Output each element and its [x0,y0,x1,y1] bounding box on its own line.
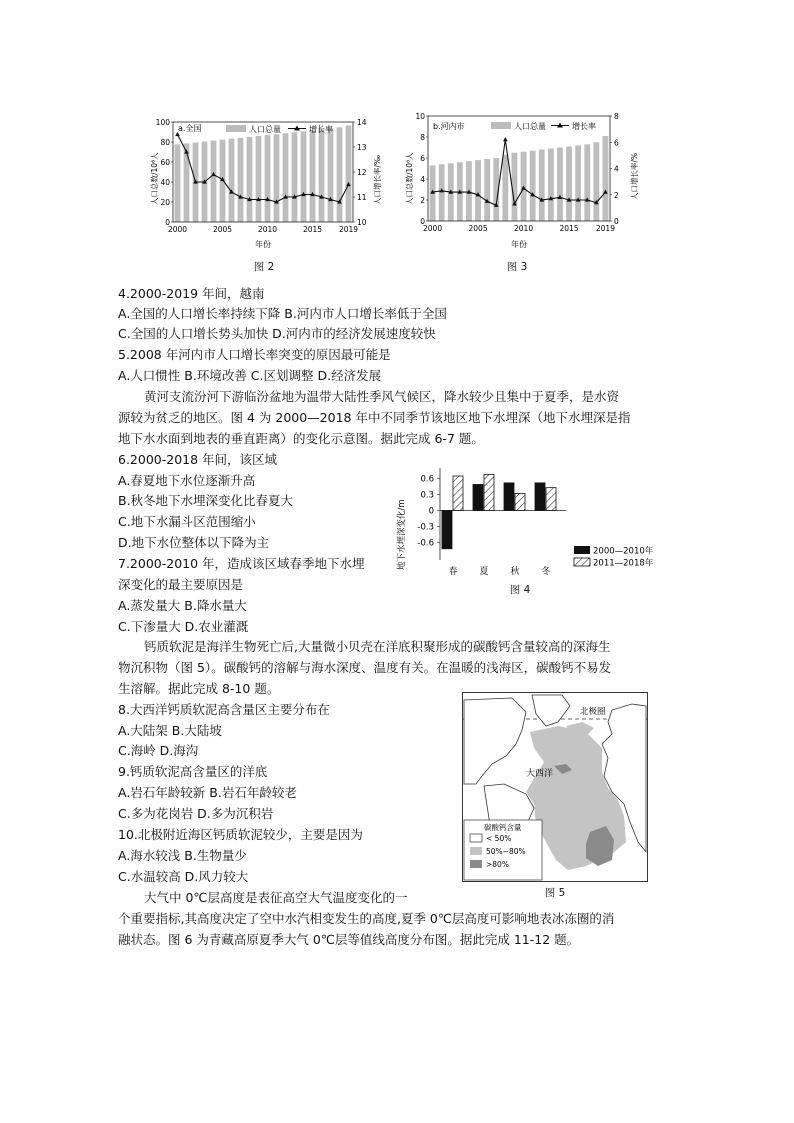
population-bar [184,143,190,222]
x-tick-label: 2019 [595,224,615,233]
legend-swatch-2000-2010 [574,546,590,554]
q5-stem: 5.2008 年河内市人口增长率突变的原因最可能是 [118,347,391,362]
y-tick-label: -0.3 [417,522,434,533]
passage-2-line-3: 地下水水面到地表的垂直距离）的变化示意图。据此完成 6-7 题。 [118,431,484,446]
y-tick-label: 0.6 [420,474,434,485]
panel-label: a.全国 [178,124,202,133]
passage-2-line-1: 黄河支流汾河下游临汾盆地为温带大陆性季风气候区，降水较少且集中于夏季，是水资 [144,389,620,404]
population-bar [593,142,599,221]
population-bar [337,127,343,222]
q7-stem-line-2: 深变化的最主要原因是 [118,577,244,592]
x-tick-label: 2005 [468,224,488,233]
q10-options-cd: C.水温较高 D.风力较大 [118,869,249,884]
legend-bar-swatch [491,122,511,129]
depth-change-bar [535,483,545,511]
population-bar [274,134,280,222]
q10-stem: 10.北极附近海区钙质软泥较少，主要是因为 [118,827,363,842]
population-bar [175,144,181,222]
legend-label-low: < 50% [486,834,512,843]
y-axis-label-right: 人口增长率/‰ [373,154,382,205]
population-bar [566,146,572,221]
q6-option-a: A.春夏地下水位逐渐升高 [118,473,256,488]
population-bar [557,148,563,222]
population-bar [319,129,325,222]
y-axis-label-right: 人口增长率/% [630,152,639,200]
y-axis-label: 地下水埋深变化/m [397,499,407,570]
arctic-circle-label: 北极圈 [580,707,606,717]
season-labels [448,565,550,577]
q7-options-cd: C.下渗量大 D.农业灌溉 [118,619,249,634]
q4-stem: 4.2000-2019 年间，越南 [118,286,265,301]
depth-change-bar [442,511,452,549]
season-label: 冬 [541,567,551,577]
q10-options-ab: A.海水较浅 B.生物量少 [118,848,247,863]
x-tick-label: 2010 [257,225,278,234]
population-chart-hanoi [403,105,643,250]
population-bar [211,141,217,222]
q6-option-d: D.地下水位整体以下降为主 [118,535,270,550]
population-bar [603,136,609,221]
right-tick-label: 6 [614,138,619,148]
groundwater-depth-chart [388,462,673,582]
population-bar [539,150,545,221]
passage-4-line-3: 融状态。图 6 为青藏高原夏季大气 0℃层等值线高度分布图。据此完成 11-12 题。 [118,932,580,947]
depth-change-bar [473,484,483,510]
q7-stem-line-1: 7.2000-2010 年，造成该区域春季地下水埋 [118,556,365,571]
depth-change-bars [442,474,556,548]
population-bar [548,149,554,221]
population-bar [584,144,590,221]
passage-3-line-2: 物沉积物（图 5）。碳酸钙的溶解与海水深度、温度有关。在温暖的浅海区，碳酸钙不易发 [118,660,612,675]
x-tick-label: 2019 [338,225,359,234]
left-tick-label: 0 [420,217,425,226]
legend-swatch-low [470,834,482,842]
left-tick-label: 0 [165,218,170,227]
figure-2-caption: 图 2 [253,261,275,273]
y-axis-label-left: 人口总数/10⁶人 [150,152,159,205]
depth-change-bar [515,494,525,511]
population-bar [301,131,307,222]
x-tick-label: 2005 [212,225,233,234]
left-tick-label: 100 [155,118,170,127]
q9-stem: 9.钙质软泥高含量区的洋底 [118,764,268,779]
left-tick-label: 8 [420,133,425,142]
x-tick-label: 2015 [559,224,579,233]
q8-options-ab: A.大陆架 B.大陆坡 [118,723,222,738]
q4-options-ab: A.全国的人口增长率持续下降 B.河内市人口增长率低于全国 [118,306,447,321]
figure-4-caption: 图 4 [509,584,531,596]
q6-option-b: B.秋冬地下水埋深变化比春夏大 [118,493,294,508]
q5-options: A.人口惯性 B.环境改善 C.区划调整 D.经济发展 [118,368,382,383]
right-tick-label: 14 [357,118,367,127]
legend-label-high: >80% [486,860,509,869]
passage-3-line-3: 生溶解。据此完成 8-10 题。 [118,681,280,696]
legend-line-label: 增长率 [572,122,596,131]
population-bar [265,135,271,222]
population-bar [283,133,289,222]
right-tick-label: 0 [614,217,619,226]
right-tick-label: 11 [357,193,367,202]
right-tick-label: 4 [614,164,619,174]
depth-change-bar [484,474,494,510]
population-bar [292,132,298,222]
left-tick-label: 4 [420,175,425,184]
season-label: 秋 [510,567,520,577]
left-tick-label: 20 [160,198,170,207]
q4-options-cd: C.全国的人口增长势头加快 D.河内市的经济发展速度较快 [118,326,436,341]
figure-3-caption: 图 3 [506,261,528,273]
right-tick-label: 8 [614,112,619,121]
y-axis-label-left: 人口总数/10⁶人 [405,152,414,205]
passage-4-line-2: 个重要指标,其高度决定了空中水汽相变发生的高度,夏季 0℃层高度可影响地表冰冻圈的消 [118,911,615,926]
legend-bar-swatch [226,125,246,132]
x-tick-label: 2010 [514,224,534,233]
panel-label: b.河内市 [433,122,465,131]
legend-bar-label: 人口总量 [514,122,546,131]
x-tick-label: 2015 [302,225,323,234]
y-axis-ticks [417,475,440,549]
passage-4-line-1: 大气中 0℃层高度是表征高空大气温度变化的一 [144,890,408,905]
map-legend-title: 碳酸钙含量 [484,823,522,832]
population-bar [502,155,508,221]
right-tick-label: 13 [357,143,367,152]
q9-options-cd: C.多为花岗岩 D.多为沉积岩 [118,806,274,821]
y-tick-label: -0.6 [417,538,434,549]
right-tick-label: 2 [614,190,619,200]
population-bar [475,160,481,221]
x-axis-label: 年份 [255,240,271,249]
calcareous-ooze-map [462,692,648,882]
ocean-label: 大西洋 [526,769,554,779]
right-tick-label: 12 [357,168,367,177]
q6-stem: 6.2000-2018 年间，该区域 [118,452,278,467]
legend-label-2011-2018: 2011—2018年 [593,558,654,569]
population-bar [310,130,316,222]
left-tick-label: 40 [160,178,170,187]
q8-stem: 8.大西洋钙质软泥高含量区主要分布在 [118,702,330,717]
figure-5-caption: 图 5 [544,887,566,899]
left-tick-label: 2 [420,196,425,205]
x-axis-label: 年份 [511,240,527,249]
population-bar [575,145,581,221]
q6-option-c: C.地下水漏斗区范围缩小 [118,514,256,529]
left-tick-label: 10 [415,112,425,121]
population-bar [256,136,262,222]
legend-bar-label: 人口总量 [249,125,281,134]
left-tick-label: 60 [160,158,170,167]
right-tick-label: 10 [357,218,367,227]
population-bar [229,139,235,222]
legend-label-2000-2010: 2000—2010年 [593,546,654,557]
population-bar [238,138,244,222]
season-label: 夏 [479,567,489,577]
q8-options-cd: C.海岭 D.海沟 [118,743,199,758]
legend-line-label: 增长率 [309,125,333,134]
q9-options-ab: A.岩石年龄较新 B.岩石年龄较老 [118,785,297,800]
population-bar [439,164,445,221]
legend-swatch-2011-2018 [574,558,590,566]
legend-label-mid: 50%~80% [486,847,526,856]
population-bar [484,159,490,221]
population-bar [247,137,253,222]
y-tick-label: 0 [428,506,434,517]
depth-change-bar [546,488,556,511]
left-tick-label: 6 [420,154,425,163]
y-tick-label: 0.3 [420,490,434,501]
population-bar [346,126,352,223]
x-tick-label: 2000 [423,224,443,233]
depth-change-bar [504,483,514,511]
population-chart-national [148,105,388,250]
passage-2-line-2: 源较为贫乏的地区。图 4 为 2000—2018 年中不同季节该地区地下水埋深（地下水埋深是指 [118,410,631,425]
legend-swatch-high [470,860,482,868]
left-tick-label: 80 [160,138,170,147]
q7-options-ab: A.蒸发量大 B.降水量大 [118,598,247,613]
x-tick-label: 2000 [167,225,188,234]
season-label: 春 [448,567,458,577]
legend-swatch-mid [470,847,482,855]
passage-3-line-1: 钙质软泥是海洋生物死亡后,大量微小贝壳在洋底积聚形成的碳酸钙含量较高的深海生 [144,639,611,654]
depth-change-bar [453,476,463,511]
population-bar [530,151,536,221]
population-bar [328,128,334,222]
